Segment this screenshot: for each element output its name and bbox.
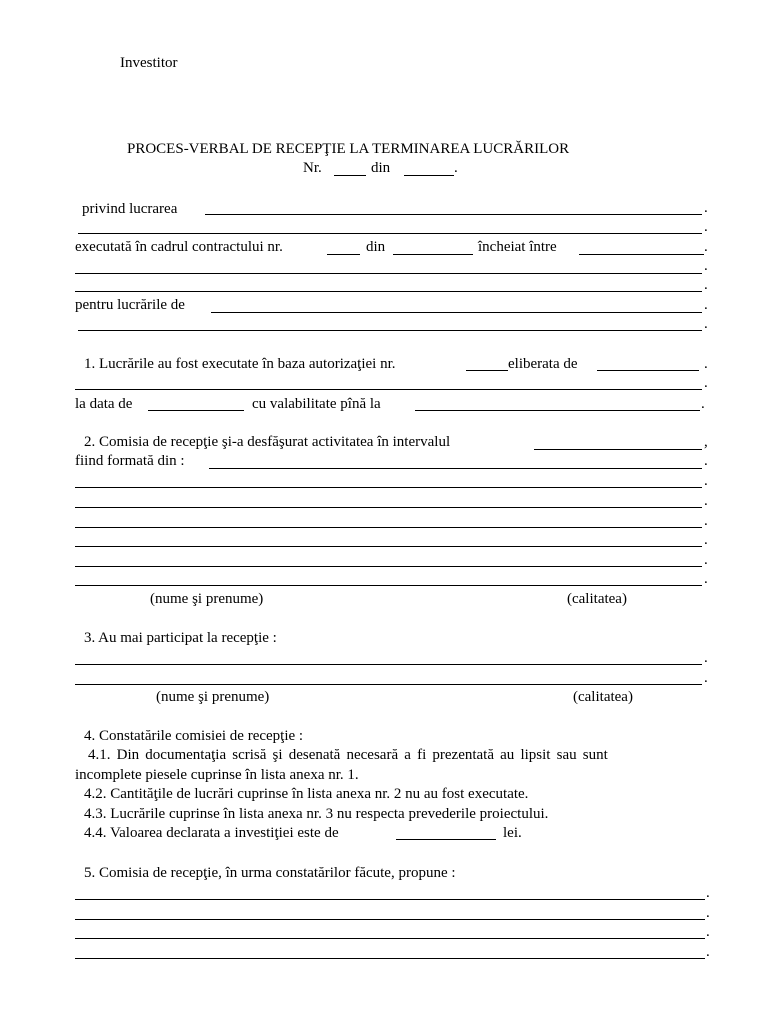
proposal-field-1[interactable] [75,899,705,900]
s4-title: 4. Constatările comisiei de recepţie : [84,728,304,744]
member-field-5[interactable] [75,546,702,547]
works-field[interactable] [211,312,702,313]
issuer-field-line2[interactable] [75,389,702,390]
member-field-2[interactable] [75,487,702,488]
formata-label: fiind formată din : [75,453,185,469]
punctuation: . [706,885,710,901]
punctuation: . [704,532,708,548]
proposal-field-3[interactable] [75,938,705,939]
lei-label: lei. [503,825,522,841]
proposal-field-2[interactable] [75,919,705,920]
punctuation: . [704,219,708,235]
punctuation: . [704,513,708,529]
interval-field[interactable] [534,449,702,450]
name-caption: (nume şi prenume) [150,591,264,607]
contract-nr-field[interactable] [327,254,360,255]
punctuation: . [704,239,708,255]
la-data-label: la data de [75,396,133,412]
punctuation: . [704,258,708,274]
nr-field[interactable] [334,175,366,176]
validity-field[interactable] [415,410,700,411]
role-caption-2: (calitatea) [573,689,633,705]
investor-label: Investitor [120,55,178,71]
s4-1-line1: 4.1. Din documentaţia scrisă şi desenată necesară a fi prezentată au lipsit sau sunt [88,747,608,763]
punctuation: . [704,375,708,391]
member-field-6[interactable] [75,566,702,567]
s4-4: 4.4. Valoarea declarata a investiţiei este de [84,825,339,841]
member-field-1[interactable] [209,468,702,469]
punctuation: . [704,493,708,509]
parties-field-line3[interactable] [75,291,702,292]
punctuation: . [704,277,708,293]
s4-3: 4.3. Lucrările cuprinse în lista anexa nr. 3 nu respecta prevederile proiectului. [84,806,549,822]
member-field-4[interactable] [75,527,702,528]
s5-text: 5. Comisia de recepţie, în urma constatărilor făcute, propune : [84,865,456,881]
issuer-field[interactable] [597,370,699,371]
nr-label: Nr. [303,160,322,176]
name-caption-2: (nume şi prenume) [156,689,270,705]
date-field[interactable] [404,175,454,176]
lucrare-field[interactable] [205,214,702,215]
punctuation: . [704,571,708,587]
punctuation: . [706,905,710,921]
privind-label: privind lucrarea [82,201,178,217]
value-field[interactable] [396,839,496,840]
punctuation: . [704,200,708,216]
document-title: PROCES-VERBAL DE RECEPŢIE LA TERMINAREA LUCRĂRILOR [127,141,570,157]
contract-din-label: din [366,239,386,255]
role-caption: (calitatea) [567,591,627,607]
works-field-line2[interactable] [78,330,702,331]
contract-date-field[interactable] [393,254,473,255]
eliberata-label: eliberata de [508,356,578,372]
punctuation: . [704,473,708,489]
autorizatie-nr-field[interactable] [466,370,508,371]
punctuation: . [704,297,708,313]
s3-text: 3. Au mai participat la recepţie : [84,630,277,646]
proposal-field-4[interactable] [75,958,705,959]
issue-date-field[interactable] [148,410,244,411]
parties-field[interactable] [579,254,704,255]
punctuation: . [454,160,458,176]
punctuation: . [701,396,705,412]
punctuation: , [704,434,708,450]
punctuation: . [704,650,708,666]
participant-field-1[interactable] [75,664,702,665]
valabilitate-label: cu valabilitate pînă la [252,396,381,412]
participant-field-2[interactable] [75,684,702,685]
din-label: din [371,160,391,176]
s2-text: 2. Comisia de recepţie şi-a desfăşurat activitatea în intervalul [84,434,451,450]
incheiat-label: încheiat între [478,239,557,255]
member-field-7[interactable] [75,585,702,586]
punctuation: . [704,552,708,568]
punctuation: . [704,316,708,332]
member-field-3[interactable] [75,507,702,508]
lucrare-field-line2[interactable] [78,233,702,234]
s1-text: 1. Lucrările au fost executate în baza autorizaţiei nr. [84,356,396,372]
contract-label: executată în cadrul contractului nr. [75,239,283,255]
s4-1-line2: incomplete piesele cuprinse în lista anexa nr. 1. [75,767,359,783]
punctuation: . [706,944,710,960]
parties-field-line2[interactable] [75,273,702,274]
pentru-label: pentru lucrările de [75,297,185,313]
punctuation: . [704,453,708,469]
s4-2: 4.2. Cantităţile de lucrări cuprinse în lista anexa nr. 2 nu au fost executate. [84,786,529,802]
punctuation: . [704,670,708,686]
punctuation: . [706,924,710,940]
punctuation: . [704,356,708,372]
